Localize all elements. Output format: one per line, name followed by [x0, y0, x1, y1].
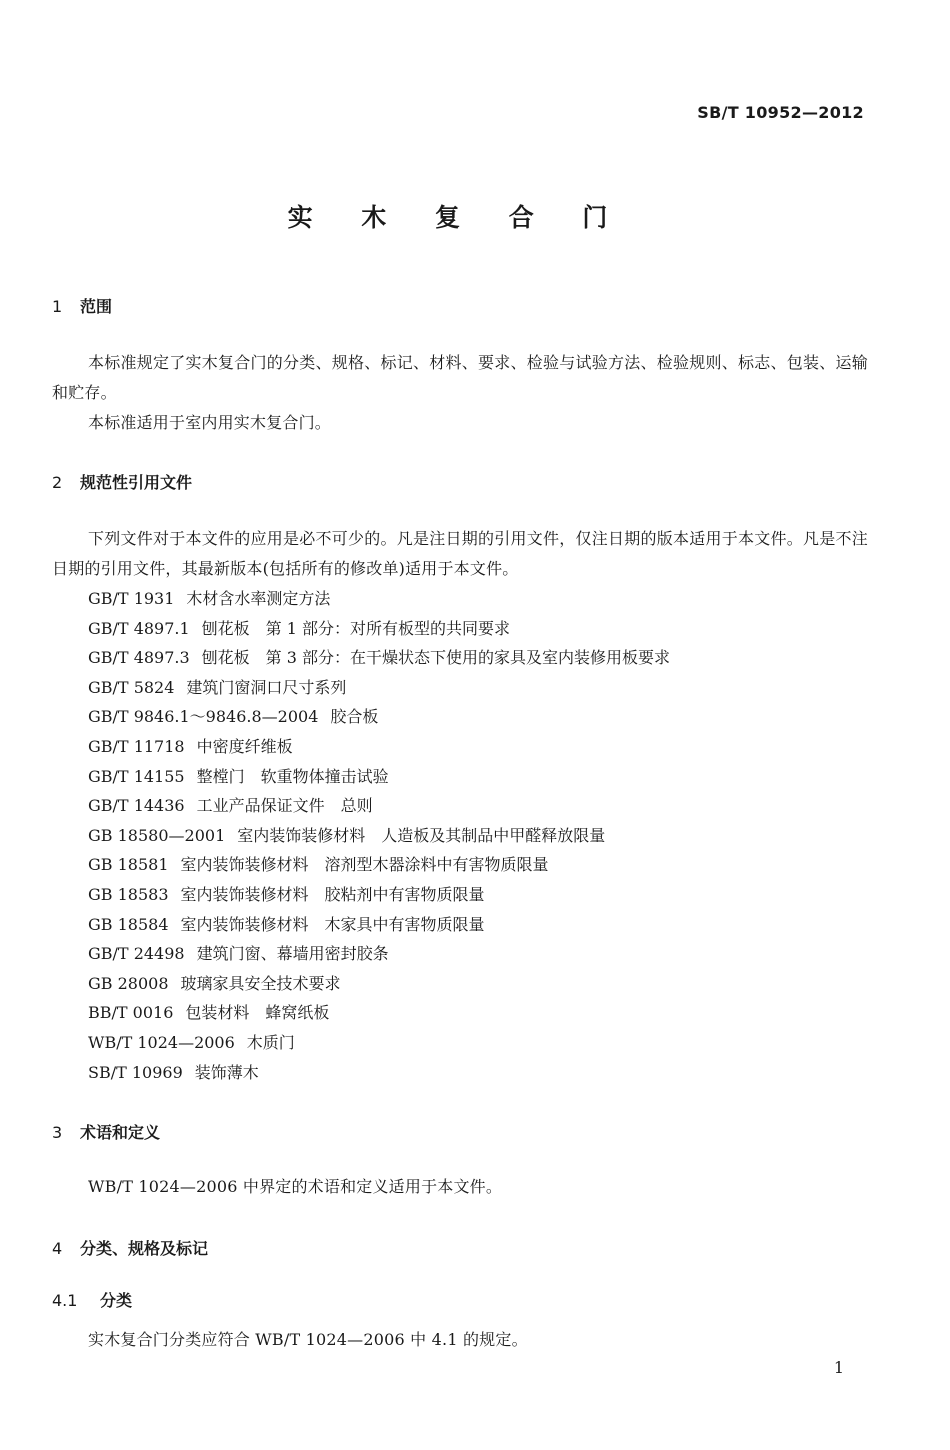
reference-code: GB/T 14436 — [88, 796, 185, 816]
reference-title: 室内装饰装修材料 胶粘剂中有害物质限量 — [180, 884, 485, 904]
section-number: 2 — [52, 473, 63, 492]
section-3-heading — [52, 1120, 160, 1143]
reference-code: GB/T 14155 — [88, 766, 185, 786]
reference-title: 胶合板 — [330, 707, 379, 727]
reference-title: 刨花板 第 3 部分：在干燥状态下使用的家具及室内装修用板要求 — [201, 648, 671, 668]
reference-code: SB/T 10969 — [88, 1062, 183, 1082]
section-title: 分类 — [100, 1291, 133, 1310]
section-title: 规范性引用文件 — [80, 473, 193, 492]
reference-code: GB 28008 — [88, 973, 169, 993]
list-item — [88, 584, 670, 614]
reference-code: GB 18583 — [88, 884, 169, 904]
references-intro: 下列文件对于本文件的应用是必不可少的。凡是注日期的引用文件，仅注日期的版本适用于本文件。凡是不注日期的引用文件，其最新版本(包括所有的修改单)适用于本文件。 — [52, 529, 868, 578]
reference-title: 玻璃家具安全技术要求 — [180, 973, 341, 993]
reference-title: 建筑门窗、幕墙用密封胶条 — [196, 944, 389, 964]
list-item — [88, 732, 670, 762]
reference-title: 刨花板 第 1 部分：对所有板型的共同要求 — [201, 618, 511, 638]
list-item — [88, 791, 670, 821]
reference-title: 室内装饰装修材料 人造板及其制品中甲醛释放限量 — [237, 825, 606, 845]
list-item — [88, 939, 670, 969]
section-title: 分类、规格及标记 — [80, 1239, 209, 1258]
list-item — [88, 762, 670, 792]
list-item — [88, 998, 670, 1028]
reference-code: GB/T 4897.1 — [88, 618, 190, 638]
list-item — [88, 673, 670, 703]
section-number: 3 — [52, 1123, 63, 1142]
reference-code: GB 18581 — [88, 855, 169, 875]
list-item — [88, 910, 670, 940]
list-item — [88, 969, 670, 999]
reference-code: GB/T 5824 — [88, 677, 175, 697]
section-number: 1 — [52, 297, 63, 316]
section-number: 4.1 — [52, 1291, 78, 1310]
standard-code: SB/T 10952—2012 — [697, 103, 864, 122]
section-number: 4 — [52, 1239, 63, 1258]
reference-code: GB/T 24498 — [88, 944, 185, 964]
reference-code: GB 18584 — [88, 914, 169, 934]
reference-title: 整樘门 软重物体撞击试验 — [196, 766, 389, 786]
reference-code: GB/T 11718 — [88, 736, 185, 756]
section-2-heading — [52, 470, 192, 493]
section-title: 范围 — [80, 297, 113, 316]
reference-title: 装饰薄木 — [194, 1062, 259, 1082]
reference-code: GB/T 4897.3 — [88, 648, 190, 668]
list-item — [88, 702, 670, 732]
list-item — [88, 614, 670, 644]
list-item — [88, 880, 670, 910]
list-item — [88, 850, 670, 880]
reference-list — [88, 584, 670, 1087]
reference-title: 室内装饰装修材料 溶剂型木器涂料中有害物质限量 — [180, 855, 549, 875]
page-number: 1 — [833, 1358, 844, 1377]
reference-code: BB/T 0016 — [88, 1003, 174, 1023]
reference-title: 木材含水率测定方法 — [186, 589, 331, 608]
section-title: 术语和定义 — [80, 1123, 161, 1142]
reference-code: GB 18580—2001 — [88, 825, 226, 845]
reference-title: 中密度纤维板 — [196, 736, 293, 756]
list-item — [88, 821, 670, 851]
section-4-1-heading — [52, 1288, 132, 1311]
reference-code: GB/T 9846.1～9846.8—2004 — [88, 707, 319, 727]
scope-paragraph-1: 本标准规定了实木复合门的分类、规格、标记、材料、要求、检验与试验方法、检验规则、标志、包装、运输和贮存。 — [52, 353, 868, 402]
list-item — [88, 643, 670, 673]
reference-title: 包装材料 蜂窝纸板 — [185, 1003, 330, 1023]
list-item — [88, 1058, 670, 1088]
terms-paragraph: WB/T 1024—2006 中界定的术语和定义适用于本文件。 — [88, 1177, 503, 1196]
reference-code: WB/T 1024—2006 — [88, 1032, 235, 1052]
section-1-heading — [52, 294, 112, 317]
classification-paragraph: 实木复合门分类应符合 WB/T 1024—2006 中 4.1 的规定。 — [88, 1330, 528, 1349]
list-item — [88, 1028, 670, 1058]
reference-title: 室内装饰装修材料 木家具中有害物质限量 — [180, 914, 485, 934]
section-4-heading — [52, 1236, 208, 1259]
document-title: 实 木 复 合 门 — [287, 203, 628, 232]
reference-code: GB/T 1931 — [88, 589, 175, 608]
scope-paragraph-2: 本标准适用于室内用实木复合门。 — [88, 413, 332, 432]
reference-title: 木质门 — [246, 1032, 295, 1052]
reference-title: 工业产品保证文件 总则 — [196, 796, 373, 816]
reference-title: 建筑门窗洞口尺寸系列 — [186, 677, 347, 697]
